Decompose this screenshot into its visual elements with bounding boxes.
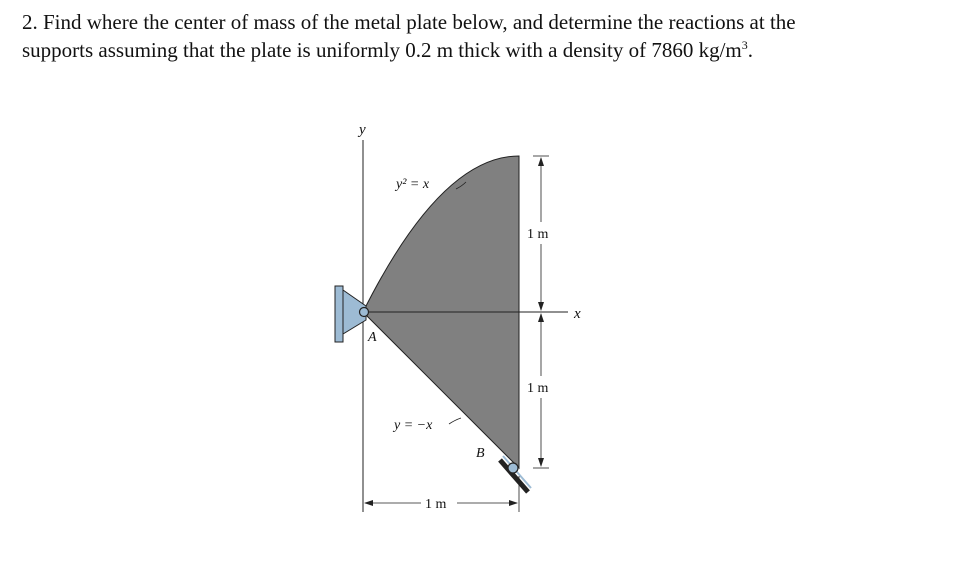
dim-upper-label: 1 m xyxy=(527,227,549,242)
dim-lower-arrow-bottom xyxy=(538,458,544,467)
dim-bottom-arrow-left xyxy=(364,500,373,506)
problem-line-2-end: . xyxy=(747,38,754,62)
dim-upper-arrow-top xyxy=(538,157,544,166)
support-b-roller-circle xyxy=(508,463,518,473)
support-a-label: A xyxy=(368,330,377,345)
support-a-wall xyxy=(335,286,343,342)
dim-bottom-arrow-right xyxy=(509,500,518,506)
curve-upper-label: y² = x xyxy=(396,177,430,192)
support-a-pin-circle xyxy=(360,308,369,317)
curve-lower-leader xyxy=(449,418,461,424)
dim-upper-arrow-bottom xyxy=(538,302,544,311)
dim-lower-arrow-top xyxy=(538,313,544,322)
support-b-label: B xyxy=(476,446,485,461)
problem-line-2-text: supports assuming that the plate is uniformly 0.2 m thick with a density of 7860 kg/m xyxy=(22,38,742,62)
dim-bottom-label: 1 m xyxy=(425,497,447,512)
y-axis-label: y xyxy=(359,122,366,138)
problem-line-1: 2. Find where the center of mass of the metal plate below, and determine the reactions at the xyxy=(22,10,796,34)
dim-lower-label: 1 m xyxy=(527,381,549,396)
x-axis-label: x xyxy=(574,306,581,322)
curve-lower-label: y = −x xyxy=(394,418,433,433)
density-unit-exponent: 3 xyxy=(741,38,748,52)
